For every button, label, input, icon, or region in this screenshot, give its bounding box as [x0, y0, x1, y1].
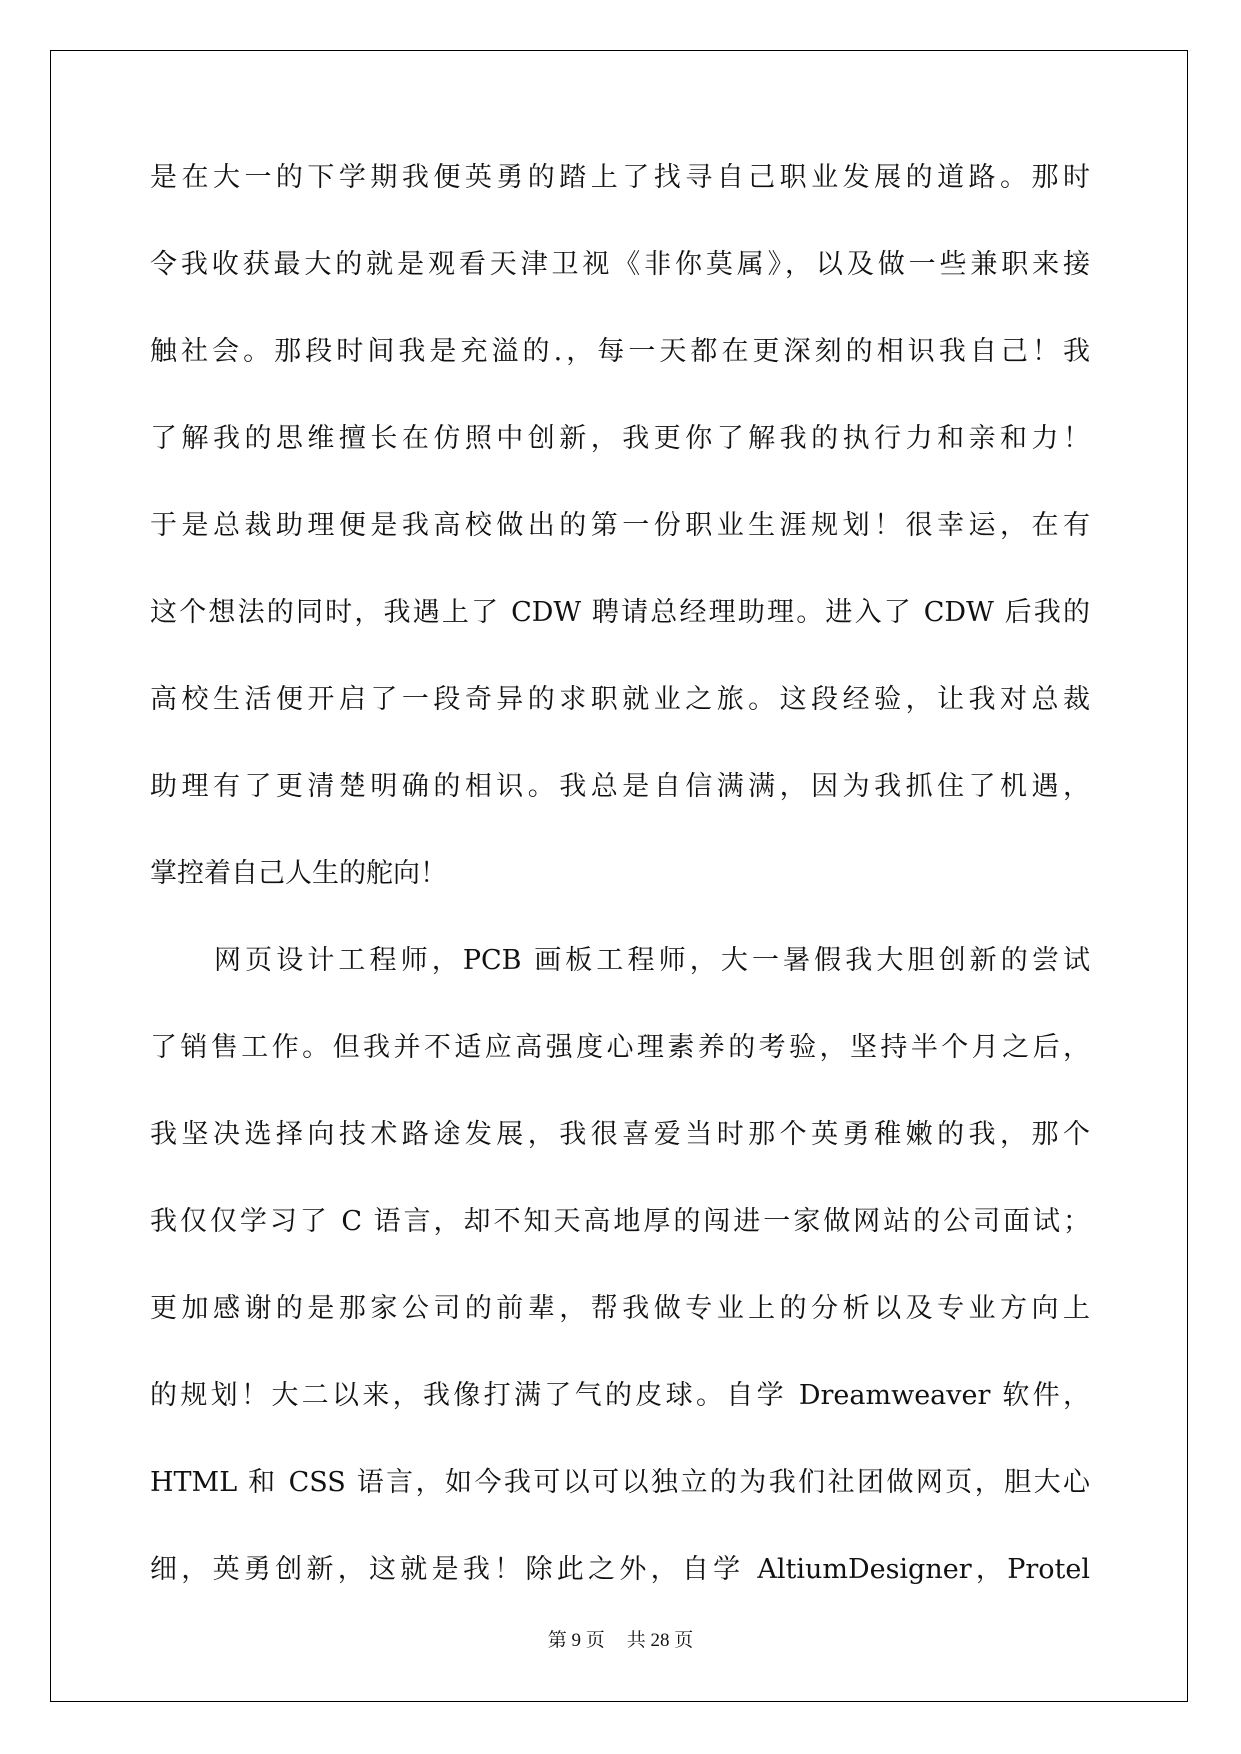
text-line: 高校生活便开启了一段奇异的求职就业之旅。这段经验，让我对总裁 [150, 684, 1090, 715]
text-line: 令我收获最大的就是观看天津卫视《非你莫属》，以及做一些兼职来接 [150, 249, 1090, 280]
text-line: 我仅仅学习了 C 语言，却不知天高地厚的闯进一家做网站的公司面试； [150, 1206, 1090, 1237]
text-line: 更加感谢的是那家公司的前辈，帮我做专业上的分析以及专业方向上 [150, 1293, 1090, 1324]
text-line: 是在大一的下学期我便英勇的踏上了找寻自己职业发展的道路。那时 [150, 162, 1090, 193]
page-number: 第 9 页 [547, 1630, 605, 1651]
text-line: 了销售工作。但我并不适应高强度心理素养的考验，坚持半个月之后， [150, 1032, 1090, 1063]
text-line: 了解我的思维擅长在仿照中创新，我更你了解我的执行力和亲和力！ [150, 423, 1090, 454]
text-line: 我坚决选择向技术路途发展，我很喜爱当时那个英勇稚嫩的我，那个 [150, 1119, 1090, 1150]
text-line: 于是总裁助理便是我高校做出的第一份职业生涯规划！很幸运，在有 [150, 510, 1090, 541]
text-line: 助理有了更清楚明确的相识。我总是自信满满，因为我抓住了机遇， [150, 771, 1090, 802]
text-line: 这个想法的同时，我遇上了 CDW 聘请总经理助理。进入了 CDW 后我的 [150, 597, 1090, 628]
document-body [150, 158, 1090, 1637]
text-line: 掌控着自己人生的舵向！ [150, 858, 447, 889]
text-line: 网页设计工程师，PCB 画板工程师，大一暑假我大胆创新的尝试 [214, 945, 1090, 976]
page-total: 共 28 页 [626, 1630, 694, 1651]
text-line: HTML 和 CSS 语言，如今我可以可以独立的为我们社团做网页，胆大心 [150, 1467, 1090, 1498]
text-line: 细，英勇创新，这就是我！除此之外，自学 AltiumDesigner，Protel [150, 1554, 1090, 1585]
text-line: 的规划！大二以来，我像打满了气的皮球。自学 Dreamweaver 软件， [150, 1380, 1090, 1411]
text-line: 触社会。那段时间我是充溢的.，每一天都在更深刻的相识我自己！我 [150, 336, 1090, 367]
page-footer [0, 1625, 1241, 1652]
